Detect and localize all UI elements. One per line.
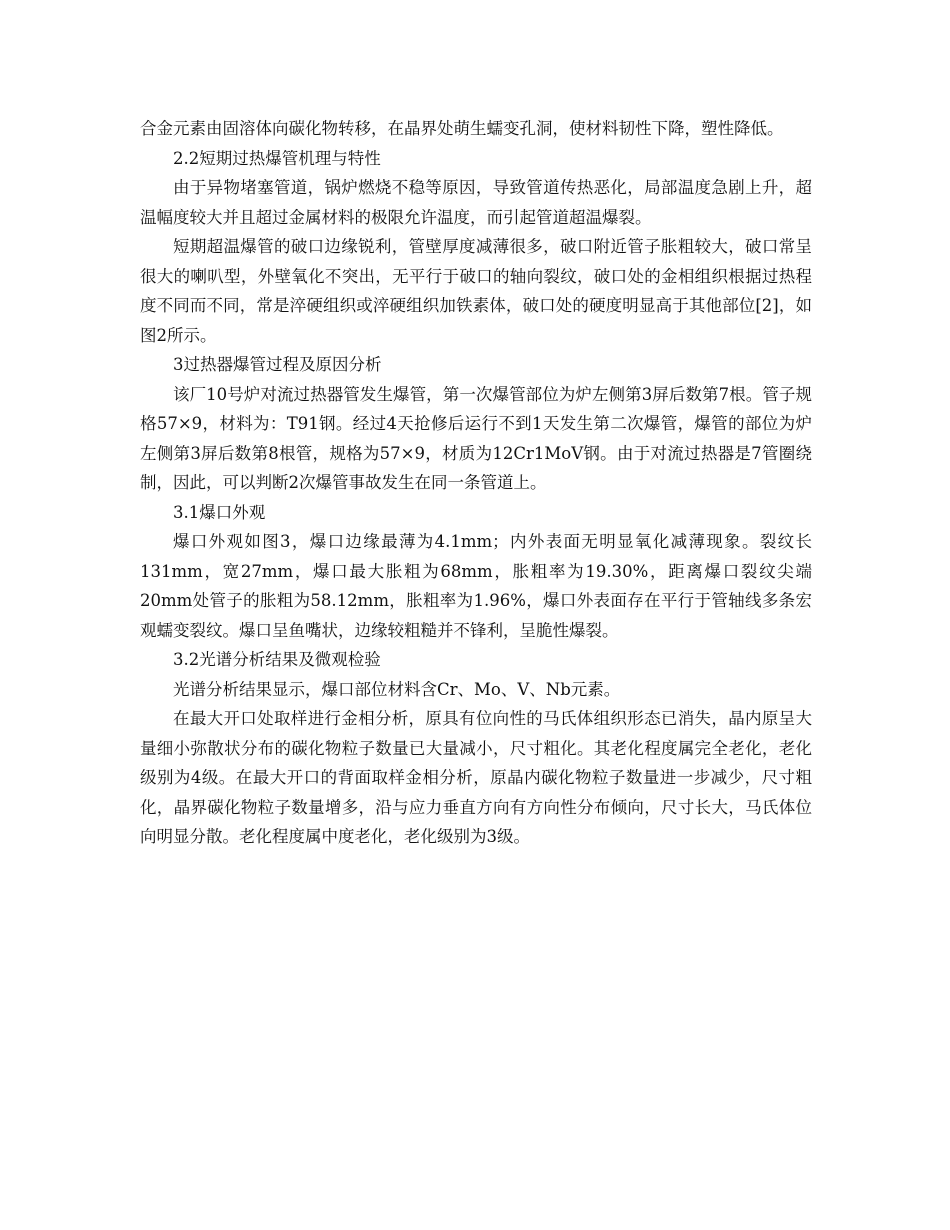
section-heading-3-1: 3.1爆口外观 — [173, 502, 266, 522]
paragraph-spectrum: 光谱分析结果显示，爆口部位材料含Cr、Mo、V、Nb元素。 — [173, 679, 621, 699]
paragraph-characteristics: 短期超温爆管的破口边缘锐利，管壁厚度减薄很多，破口附近管子胀粗较大，破口常呈很大的喇叭型，外壁氧化不突出，无平行于破口的轴向裂纹，破口处的金相组织根据过热程度不同而不同，常是淬硬组织或淬硬组织加铁素体，破口处的硬度明显高于其他部位[2]，如图2所示。 — [140, 237, 812, 345]
section-heading-3: 3过热器爆管过程及原因分析 — [173, 355, 382, 374]
paragraph-incident: 该厂10号炉对流过热器管发生爆管，第一次爆管部位为炉左侧第3屏后数第7根。管子规格57×9，材料为：T91钢。经过4天抢修后运行不到1天发生第二次爆管，爆管的部位为炉左侧第3屏后数第8根管，规格为57×9，材质为12Cr1MoV钢。由于对流过热器是7管圈绕制，因此，可以判断2次爆管事故发生在同一条管道上。 — [140, 384, 812, 492]
section-heading-2-2: 2.2短期过热爆管机理与特性 — [173, 148, 381, 168]
paragraph-appearance: 爆口外观如图3，爆口边缘最薄为4.1mm；内外表面无明显氧化减薄现象。裂纹长131mm，宽27mm，爆口最大胀粗为68mm，胀粗率为19.30%，距离爆口裂纹尖端20mm处管子的胀粗为58.12mm，胀粗率为1.96%，爆口外表面存在平行于管轴线多条宏观蠕变裂纹。爆口呈鱼嘴状，边缘较粗糙并不锋利，呈脆性爆裂。 — [140, 532, 812, 640]
document-body — [140, 114, 812, 852]
paragraph-metallography: 在最大开口处取样进行金相分析，原具有位向性的马氏体组织形态已消失，晶内原呈大量细小弥散状分布的碳化物粒子数量已大量减小，尺寸粗化。其老化程度属完全老化，老化级别为4级。在最大开口的背面取样金相分析，原晶内碳化物粒子数量进一步减少，尺寸粗化，晶界碳化物粒子数量增多，沿与应力垂直方向有方向性分布倾向，尺寸长大，马氏体位向明显分散。老化程度属中度老化，老化级别为3级。 — [140, 709, 812, 846]
section-heading-3-2: 3.2光谱分析结果及微观检验 — [173, 650, 381, 669]
paragraph-intro: 合金元素由固溶体向碳化物转移，在晶界处萌生蠕变孔洞，使材料韧性下降，塑性降低。 — [140, 119, 784, 138]
paragraph-cause: 由于异物堵塞管道，锅炉燃烧不稳等原因，导致管道传热恶化，局部温度急剧上升，超温幅度较大并且超过金属材料的极限允许温度，而引起管道超温爆裂。 — [140, 178, 812, 227]
